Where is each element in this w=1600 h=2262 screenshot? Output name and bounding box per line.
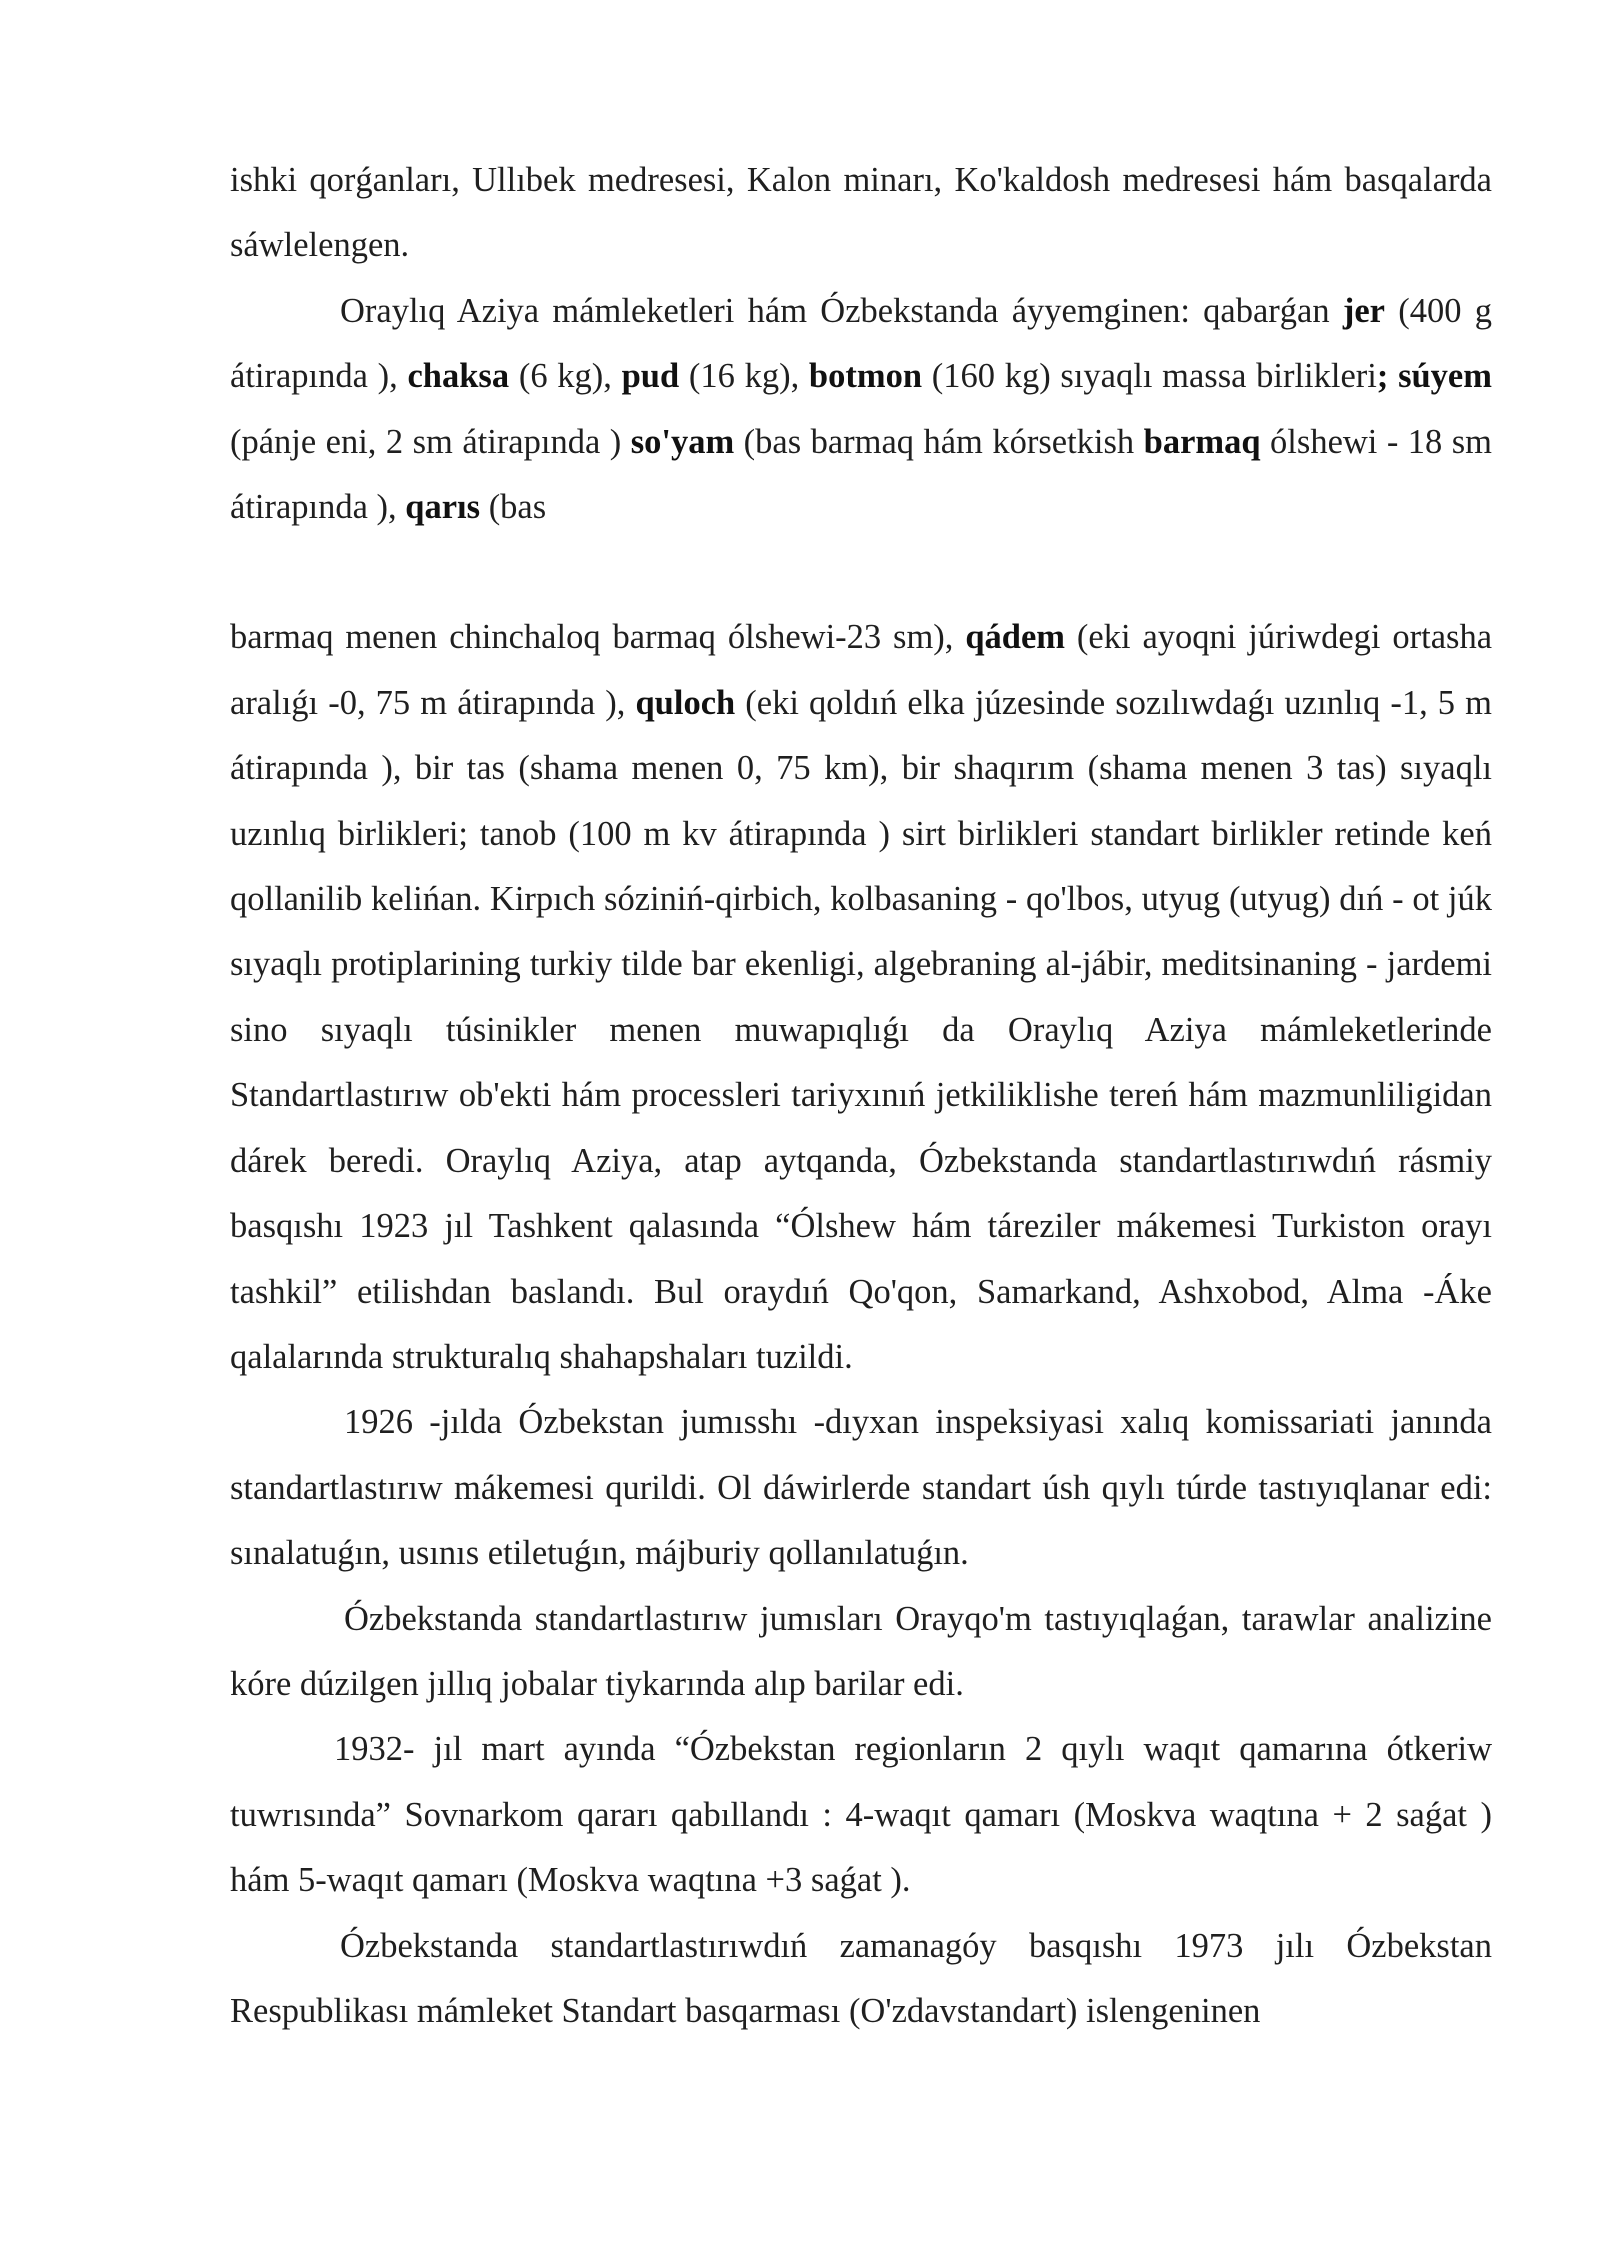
- paragraph-0: ishki qorǵanları, Ullıbek medresesi, Kalon minarı, Ko'kaldosh medresesi hám basqalarda sáwlelengen.: [230, 161, 1492, 265]
- text-run: (160 kg) sıyaqlı massa birlikleri: [922, 357, 1377, 396]
- term-qadem: qádem: [965, 618, 1066, 657]
- term-soyam: so'yam: [630, 422, 735, 461]
- term-botmon: botmon: [808, 357, 923, 396]
- text-run: (400 g átirapında ),: [230, 291, 1492, 396]
- term-pud: pud: [621, 357, 680, 396]
- text-run: (bas: [480, 488, 547, 527]
- term-chaksa: chaksa: [407, 357, 510, 396]
- term-qaris: qarıs: [405, 488, 481, 527]
- term-jer: jer: [1342, 291, 1385, 330]
- page-gap: [230, 540, 1492, 605]
- text-run: (6 kg),: [509, 357, 622, 396]
- document-page: [230, 148, 1492, 2044]
- text-run: (pánje eni, 2 sm átirapında ): [230, 422, 631, 461]
- term-barmaq: barmaq: [1143, 422, 1261, 461]
- paragraph-3: 1926 -jılda Ózbekstan jumısshı -dıyxan inspeksiyasi xalıq komissariati janında standartlastırıw mákemesi qurildi. Ol dáwirlerde standart úsh qıylı túrde tastıyıqlanar edi: sınalatuǵın, usınıs etiletuǵın, májburiy qollanılatuǵın.: [230, 1403, 1492, 1573]
- text-run: (eki ayoqni júriwdegi ortasha aralıǵı -0, 75 m átirapında ),: [230, 618, 1493, 722]
- paragraph-5: 1932- jıl mart ayında “Ózbekstan regionların 2 qıylı waqıt qamarına ótkeriw tuwrısında” Sovnarkom qararı qabıllandı : 4-waqıt qamarı (Moskva waqtına + 2 saǵat ) hám 5-waqıt qamarı (Moskva waqtına +3 saǵat ).: [230, 1730, 1492, 1900]
- text-run: ólshewi - 18 sm átirapında ),: [230, 422, 1493, 527]
- paragraph-6: Ózbekstanda standartlastırıwdıń zamanagóy basqıshı 1973 jılı Ózbekstan Respublikası mámleket Standart basqarması (O'zdavstandart) islengeninen: [230, 1926, 1492, 2030]
- term-suyem: ; súyem: [1376, 357, 1492, 396]
- paragraph-4: Ózbekstanda standartlastırıw jumısları Orayqo'm tastıyıqlaǵan, tarawlar analizine kóre dúzilgen jıllıq jobalar tiykarında alıp barilar edi.: [230, 1599, 1492, 1703]
- text-run: (eki qoldıń elka júzesinde sozılıwdaǵı uzınlıq -1, 5 m átirapında ), bir tas (shama menen 0, 75 km), bir shaqırım (shama menen 3 tas) sıyaqlı uzınlıq birlikleri; tanob (100 m kv átirapında ) sirt birlikleri standart birlikler retinde keń qollanilib kelińan. Kirpıch sóziniń-qirbich, kolbasaning - qo'lbos, utyug (utyug) dıń - ot júk sıyaqlı protiplarining turkiy tilde bar ekenligi, algebraning al-jábir, meditsinaning - jardemi sino sıyaqlı túsinikler menen muwapıqlıǵı da Oraylıq Aziya mámleketlerinde Standartlastırıw ob'ekti hám processleri tariyxınıń jetkiliklishe tereń hám mazmunliligidan dárek beredi. Oraylıq Aziya, atap aytqanda, Ózbekstanda standartlastırıwdıń rásmiy basqıshı 1923 jıl Tashkent qalasında “Ólshew hám táreziler mákemesi Turkiston orayı tashkil” etilishdan baslandı. Bul oraydıń Qo'qon, Samarkand, Ashxobod, Alma -Áke qalalarında strukturalıq shahapshaları tuzildi.: [230, 683, 1492, 1376]
- text-run: (16 kg),: [679, 357, 809, 396]
- text-run: Oraylıq Aziya mámleketleri hám Ózbekstanda áyyemginen: qabarǵan: [340, 291, 1343, 330]
- term-quloch: quloch: [635, 683, 736, 722]
- paragraph-2: [230, 605, 1492, 1390]
- paragraph-1: [230, 279, 1492, 541]
- text-run: (bas barmaq hám kórsetkish: [734, 422, 1144, 461]
- text-run: barmaq menen chinchaloq barmaq ólshewi-23 sm),: [230, 618, 966, 657]
